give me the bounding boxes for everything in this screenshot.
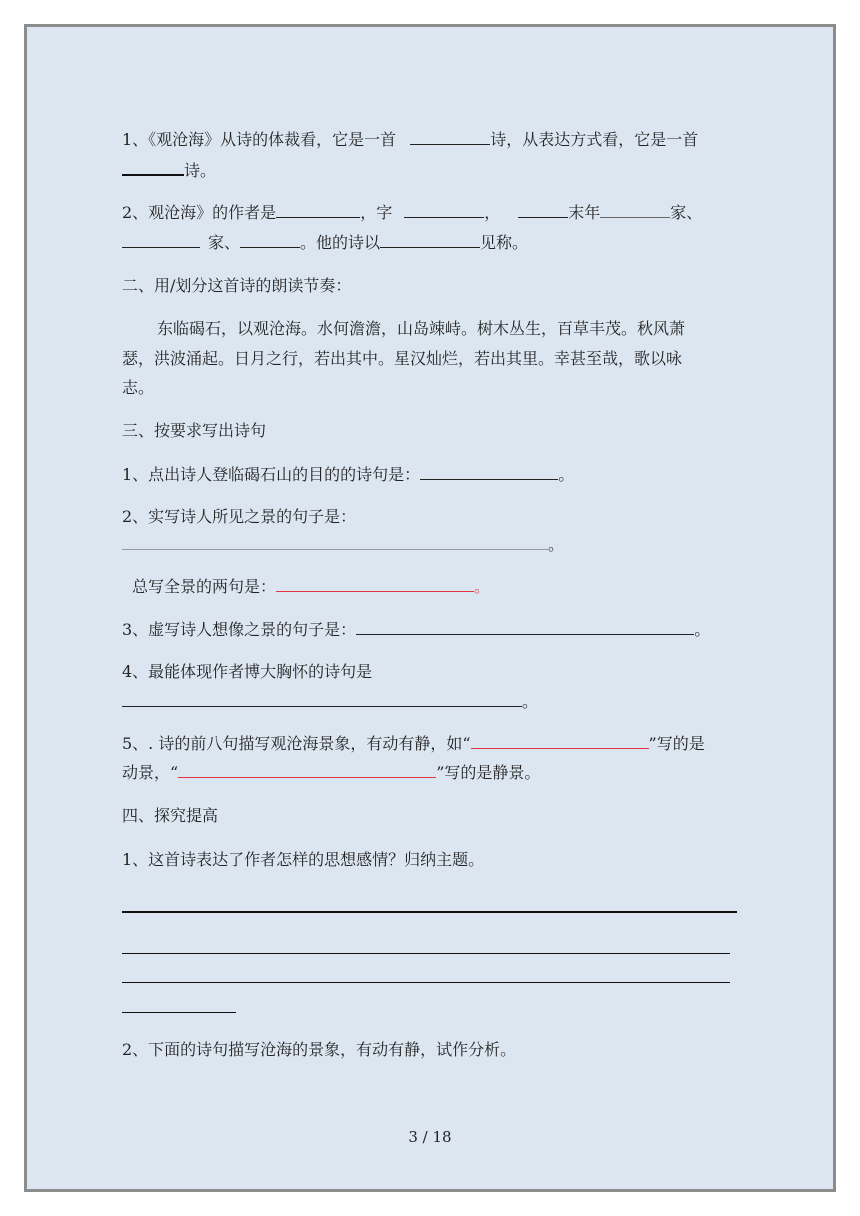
q1-line2: [122, 160, 216, 181]
q2-blank-role3[interactable]: [240, 233, 300, 248]
s3-q5-blank-static[interactable]: [178, 763, 436, 778]
q2-text-h: 见称。: [480, 233, 529, 252]
s3-q3: [122, 620, 710, 640]
s3-q1-text: 1、点出诗人登临碣石山的目的的诗句是：: [122, 465, 421, 484]
s3-q2-sub-text: 总写全景的两句是：: [132, 577, 277, 596]
s3-q2-blank[interactable]: [122, 535, 548, 550]
page-number: 3 / 18: [408, 1128, 452, 1146]
s3-q4-end: 。: [522, 692, 539, 711]
s3-q4: 4、最能体现作者博大胸怀的诗句是: [122, 662, 373, 681]
s3-q4-blank[interactable]: [122, 692, 522, 707]
s3-q5-blank-dynamic[interactable]: [471, 734, 649, 749]
s3-q4-answer-line: [122, 692, 538, 712]
q2-text-f: 家、: [208, 233, 241, 252]
s3-q1: [122, 465, 574, 485]
s3-q3-text: 3、虚写诗人想像之景的句子是：: [122, 620, 357, 639]
q1-text-a: 1、《观沧海》从诗的体裁看，它是一首: [122, 130, 397, 149]
s3-q3-end: 。: [694, 620, 711, 639]
section3-heading: 三、按要求写出诗句: [122, 421, 267, 440]
q2-text-e: 家、: [670, 203, 703, 222]
s3-q2-sub-end: 。: [474, 577, 491, 596]
q1-blank-genre[interactable]: [410, 130, 490, 145]
document-page: [24, 24, 836, 1192]
poem-line-2: 瑟，洪波涌起。日月之行，若出其中。星汉灿烂，若出其里。幸甚至哉，歌以咏: [122, 349, 683, 368]
poem-line-1: 东临碣石，以观沧海。水何澹澹，山岛竦峙。树木丛生，百草丰茂。秋风萧: [157, 319, 686, 338]
s4-q2: 2、下面的诗句描写沧海的景象，有动有静，试作分析。: [122, 1040, 517, 1059]
s3-q3-blank[interactable]: [356, 620, 694, 635]
q1-text-c: 诗。: [184, 161, 217, 180]
section4-heading: 四、探究提高: [122, 806, 219, 825]
q2-blank-style[interactable]: [380, 233, 480, 248]
q1-blank-expression[interactable]: [122, 160, 184, 176]
s4-q1-answer-line-4[interactable]: [122, 1012, 236, 1013]
q1-line1: [122, 130, 698, 150]
q2-line2: [122, 233, 528, 253]
q2-text-b: ，字: [360, 203, 393, 222]
s4-q1-answer-line-1[interactable]: [122, 911, 737, 913]
s3-q2-answer-line: [122, 535, 564, 555]
q2-blank-author[interactable]: [276, 203, 360, 218]
s4-q1-answer-line-2[interactable]: [122, 953, 730, 954]
s3-q5-text-b: ”写的是: [648, 734, 705, 753]
q2-blank-role1[interactable]: [600, 203, 670, 218]
s3-q2-sub-blank[interactable]: [276, 577, 474, 592]
s3-q5-line1: [122, 734, 705, 754]
q2-text-a: 2、观沧海》的作者是: [122, 203, 277, 222]
s3-q1-blank[interactable]: [420, 465, 558, 480]
q2-blank-courtesy-name[interactable]: [404, 203, 484, 218]
s3-q2-sub: [132, 577, 490, 597]
s3-q2: 2、实写诗人所见之景的句子是：: [122, 507, 357, 526]
q2-blank-role2[interactable]: [122, 233, 200, 248]
s4-q1-answer-line-3[interactable]: [122, 982, 730, 983]
q2-text-d: 末年: [568, 203, 601, 222]
s4-q1: 1、这首诗表达了作者怎样的思想感情？归纳主题。: [122, 850, 485, 869]
q2-blank-dynasty[interactable]: [518, 203, 568, 218]
poem-line-3: 志。: [122, 378, 155, 397]
s3-q5-text-c: 动景，“: [122, 763, 179, 782]
s3-q2-end: 。: [548, 535, 565, 554]
section2-heading: 二、用/划分这首诗的朗读节奏：: [122, 276, 352, 295]
s3-q5-text-a: 5、. 诗的前八句描写观沧海景象，有动有静，如“: [122, 734, 471, 753]
s3-q5-line2: [122, 763, 540, 783]
q2-line1: [122, 203, 702, 223]
q2-text-c: ，: [484, 203, 501, 222]
s3-q5-text-d: ”写的是静景。: [436, 763, 541, 782]
s3-q1-end: 。: [558, 465, 575, 484]
q2-text-g: 。他的诗以: [300, 233, 381, 252]
q1-text-b: 诗，从表达方式看，它是一首: [490, 130, 699, 149]
